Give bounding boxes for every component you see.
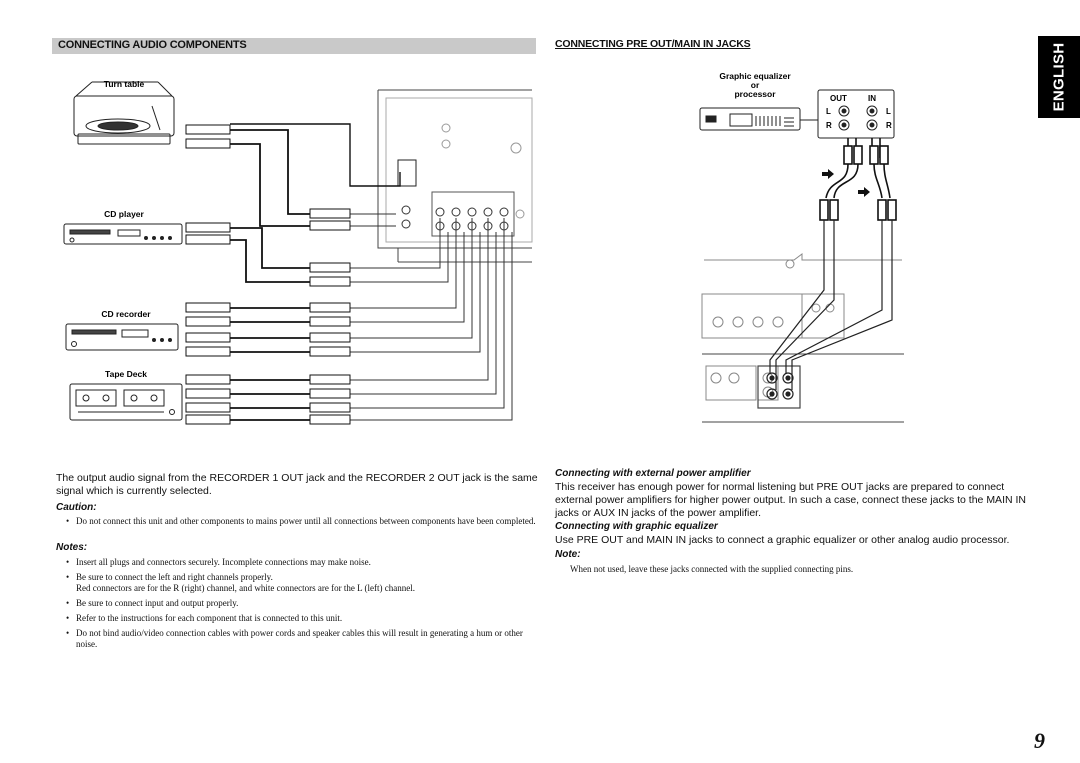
page-number: 9	[1034, 728, 1045, 753]
list-item: • Insert all plugs and connectors securely. Incomplete connections may make noise.	[66, 557, 538, 568]
note-heading: Note:	[555, 549, 581, 560]
receiver-back-panel	[378, 90, 532, 262]
language-tab-label: ENGLISH	[1050, 42, 1068, 112]
graphic-equalizer-illustration	[700, 108, 818, 130]
notes-list	[66, 557, 538, 654]
pre-out-main-in-diagram	[690, 60, 950, 440]
cd-recorder-label: CD recorder	[101, 309, 151, 319]
recorder-out-paragraph: The output audio signal from the RECORDER 1 OUT jack and the RECORDER 2 OUT jack is the same signal which is currently selected.	[56, 472, 538, 497]
eq-heading: Connecting with graphic equalizer	[555, 521, 718, 532]
caution-heading: Caution:	[56, 502, 97, 513]
caution-list	[66, 516, 538, 531]
list-item: • Refer to the instructions for each component that is connected to this unit.	[66, 613, 538, 624]
out-label: OUT	[830, 94, 847, 103]
receiver-plugs	[310, 209, 350, 424]
left-channel-label-out: L	[826, 107, 831, 116]
cd-player-label: CD player	[104, 209, 144, 219]
turntable-label: Turn table	[103, 79, 145, 89]
ext-amp-paragraph: This receiver has enough power for normal listening but PRE OUT jacks are prepared to connect external power amplifiers for higher power output. In such a case, connect these jacks to the MAIN IN jacks or AUX IN jacks of the power amplifier.	[555, 481, 1026, 519]
component-cables	[230, 130, 310, 420]
list-item-text: Be sure to connect the left and right channels properly.	[76, 572, 273, 582]
list-item-subtext: Red connectors are for the R (right) channel, and white connectors are for the L (left) channel.	[76, 583, 416, 593]
right-channel-label-out: R	[826, 121, 832, 130]
left-channel-label-in: L	[886, 107, 891, 116]
list-item	[66, 572, 538, 594]
component-plugs	[186, 125, 230, 424]
language-tab	[1038, 36, 1080, 118]
eq-paragraph: Use PRE OUT and MAIN IN jacks to connect a graphic equalizer or other analog audio processor.	[555, 534, 1010, 546]
cd-recorder-illustration	[66, 324, 178, 350]
notes-heading: Notes:	[56, 542, 88, 553]
eq-label-line2: or	[750, 80, 760, 90]
receiver-back-panel-right	[702, 254, 904, 422]
receiver-cables	[230, 124, 512, 420]
cd-player-illustration	[64, 224, 182, 244]
ext-amp-heading: Connecting with external power amplifier	[555, 468, 751, 479]
tape-deck-label: Tape Deck	[105, 369, 147, 379]
eq-label-line1: Graphic equalizer	[719, 71, 791, 81]
section-title: CONNECTING AUDIO COMPONENTS	[58, 39, 247, 51]
list-item: • Do not bind audio/video connection cables with power cords and speaker cables this will result in generating a hum or other noise.	[66, 628, 538, 650]
right-section-title: CONNECTING PRE OUT/MAIN IN JACKS	[555, 38, 751, 50]
turntable-illustration	[74, 82, 174, 144]
tape-deck-illustration	[70, 384, 182, 420]
eq-label-line3: processor	[734, 89, 776, 99]
note-text: When not used, leave these jacks connected with the supplied connecting pins.	[570, 564, 854, 574]
list-item: • Do not connect this unit and other components to mains power until all connections between components have been completed.	[66, 516, 538, 527]
in-label: IN	[868, 94, 876, 103]
right-channel-label-in: R	[886, 121, 892, 130]
list-item: • Be sure to connect input and output properly.	[66, 598, 538, 609]
eq-cables	[820, 138, 896, 220]
audio-connection-diagram	[0, 0, 540, 440]
